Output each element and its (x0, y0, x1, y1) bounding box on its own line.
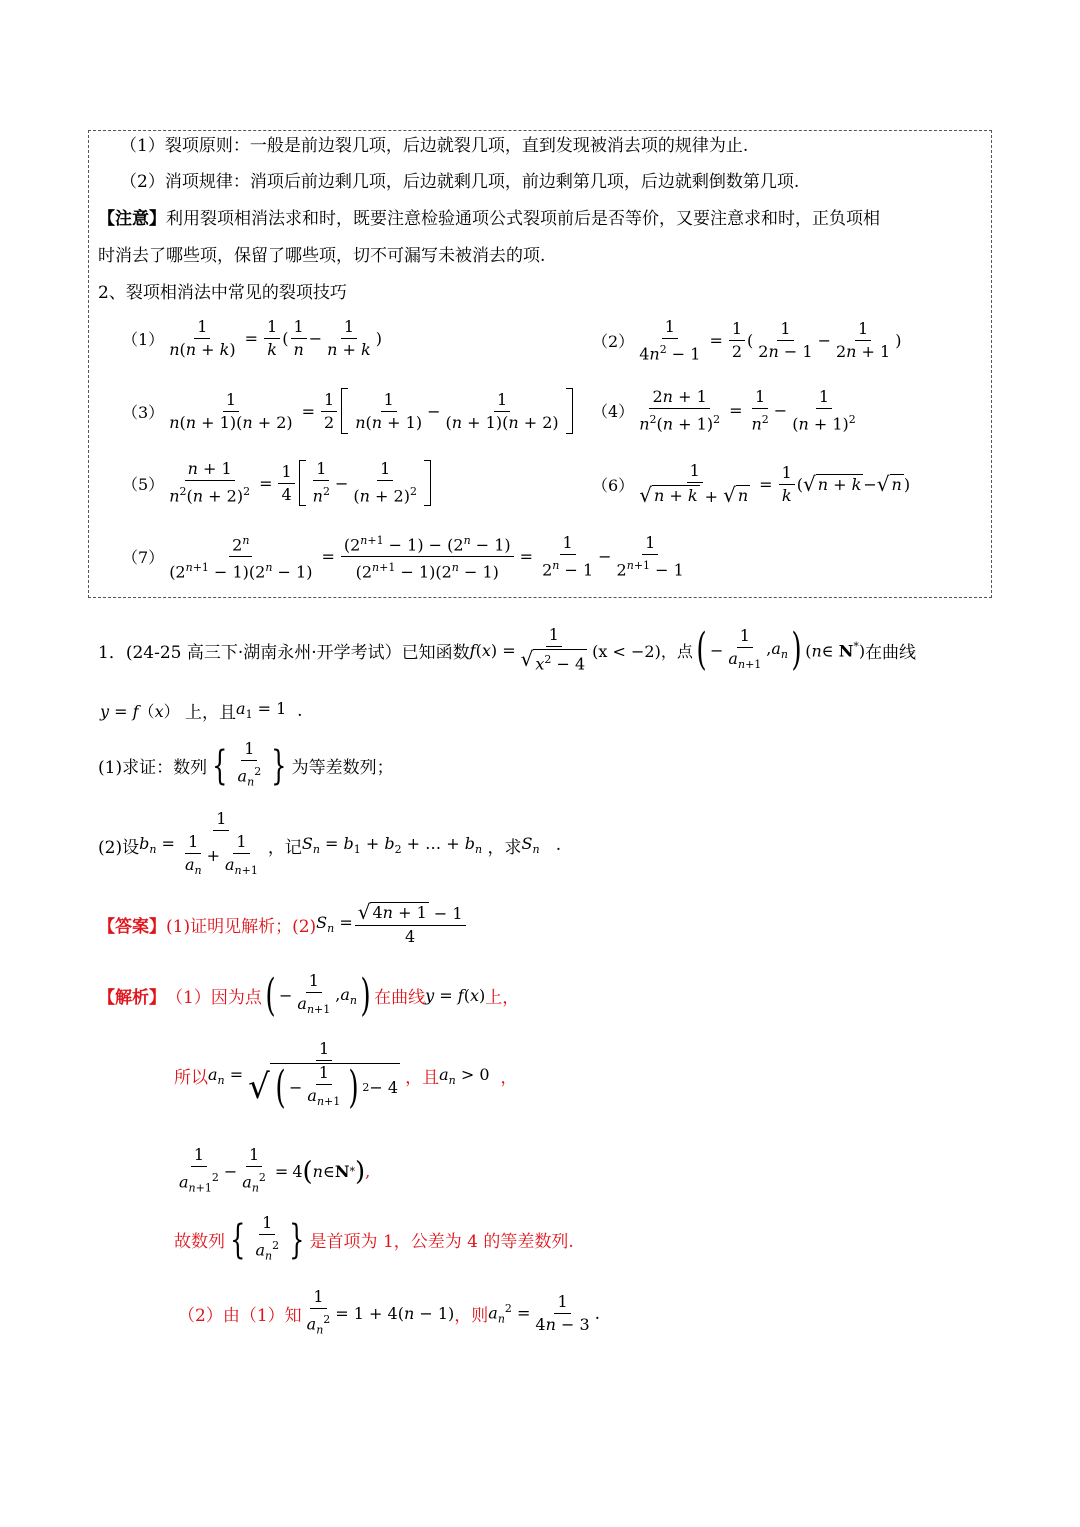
solution-step-1: 【解析】 （1）因为点 ( − $\frac{1}{a_{n+1}}$ $,a_n$ ) 在曲线 y = f(x) 上， (98, 969, 520, 1021)
part1-post: 为等差数列； (291, 758, 394, 779)
solution-tag: 【解析】 (98, 988, 166, 1009)
note-line-2: 时消去了哪些项，保留了哪些项，切不可漏写未被消去的项. (98, 246, 546, 266)
answer-text: (1)证明见解析；(2) (166, 916, 317, 937)
formula-5-label: （5） (122, 474, 165, 494)
solution-s1-end: 上， (485, 988, 520, 1009)
formula-6: （6） 1 √ n + k + √ n = $\frac{1}{k}$ ( √ n + k − √ n ) (592, 461, 911, 507)
solution-so: 所以 $a_n$ = 1 √ ( − $\frac{1}{a_{n+1}}$ ) 2 − 4 ，且 $a_n > 0$ ， (174, 1039, 518, 1113)
part2-pre: (2)设 (98, 837, 140, 858)
problem-intro: 1．(24-25 高三下·湖南永州·开学考试）已知函数 f(x) = 1 √ $x^2 - 4$ (x < −2)，点 ( − $\frac{1}{a_{n+1}}$ $,a_n$ ) (n∈ N*) 在曲线 (98, 624, 917, 676)
formula-1-label: （1） (122, 330, 165, 349)
solution-thus: 故数列 { $\frac{1}{a_n^2}$ } 是首项为 1，公差为 4 的等差数列. (174, 1213, 574, 1263)
answer-line: 【答案】 (1)证明见解析；(2) $S_n$ = √ 4n + 1 − 1 4 (98, 902, 468, 946)
note-line (98, 209, 880, 229)
part2-mid2: ，求 (487, 837, 522, 858)
box-heading: 2、裂项相消法中常见的裂项技巧 (98, 283, 347, 303)
solution-thus-tail: 是首项为 1，公差为 4 的等差数列. (309, 1232, 574, 1253)
formula-2: （2） $\frac{1}{4n^2 - 1}$ = $\frac{1}{2}$ ( $\frac{1}{2n - 1}$ − $\frac{1}{2n + 1}$ ) (592, 317, 902, 364)
solution-s1: （1）因为点 (166, 988, 262, 1009)
formula-3: （3） $\frac{1}{n(n + 1)(n + 2)}$ = $\frac{1}{2}$ $\frac{1}{n(n + 1)}$ − $\frac{1}{(n + 1)(n + 2)}$ (122, 388, 575, 434)
problem-intro-cond: (x < −2)，点 (592, 641, 693, 661)
solution-thus-text: 故数列 (174, 1232, 225, 1253)
formula-6-label: （6） (592, 475, 635, 495)
formula-1: （1） $\frac{1}{n(n + k)}$ = $\frac{1}{k}$ ( $\frac{1}{n}$ − $\frac{1}{n + k}$ ) (122, 317, 382, 359)
formula-4: （4） $\frac{2n + 1}{n^2(n + 1)^2}$ = $\frac{1}{n^2}$ − $\frac{1}{(n + 1)^2}$ (592, 387, 856, 434)
problem-intro-tail: 在曲线 (865, 642, 917, 663)
solution-s2-pre: （2）由（1）知 (178, 1306, 302, 1327)
problem-intro-text: 1．(24-25 高三下·湖南永州·开学考试）已知函数 (98, 642, 470, 663)
note-text: 利用裂项相消法求和时，既要注意检验通项公式裂项前后是否等价，又要注意求和时，正负项相 (166, 209, 880, 229)
formula-7: （7） $\frac{2^n}{(2^{n+1} - 1)(2^n - 1)}$ = $\frac{(2^{n+1} - 1) - (2^n - 1)}{(2^{n+1} - 1)(2^n - 1)}$ = $\frac{1}{2^n - 1}$ − $\frac{1}{2^{n+1} - 1}$ (122, 533, 684, 582)
answer-tag: 【答案】 (98, 916, 166, 937)
box-line-2: （2）消项规律：消项后前边剩几项，后边就剩几项，前边剩第几项，后边就剩倒数第几项. (120, 172, 800, 192)
box-line-1: （1）裂项原则：一般是前边裂几项，后边就裂几项，直到发现被消去项的规律为止. (120, 136, 749, 156)
solution-so-cond: ，且 (405, 1068, 440, 1089)
problem-part-1: (1)求证：数列 { $\frac{1}{a_n^2}$ } 为等差数列； (98, 739, 394, 789)
note-tag: 【注意】 (98, 209, 166, 229)
formula-5: （5） $\frac{n + 1}{n^2(n + 2)^2}$ = $\frac{1}{4}$ $\frac{1}{n^2}$ − $\frac{1}{(n + 2)^2}$ (122, 460, 433, 506)
formula-4-label: （4） (592, 402, 635, 422)
part2-end: . (555, 835, 562, 856)
solution-s1-tail: 在曲线 (374, 988, 426, 1009)
solution-step-2: （2）由（1）知 $\frac{1}{a_n^2}$ = 1 + 4(n − 1) ，则 $a_n^2$ = $\frac{1}{4n - 3}$ . (178, 1287, 601, 1337)
formula-3-label: （3） (122, 402, 165, 422)
problem-part-2: (2)设 $b_n$ = 1 $\frac{1}{a_n}$ + $\frac{1}{a_{n+1}}$ ，记 $S_n = b_1 + b_2$ + … + $b_n$ ，求 $S_n$ . (98, 809, 562, 878)
solution-diff: $\frac{1}{a_{n+1}^2}$ − $\frac{1}{a_n^2}$ = 4 ( n ∈ N * ) , (179, 1145, 371, 1195)
part1-pre: (1)求证：数列 (98, 758, 208, 779)
solution-so-text: 所以 (174, 1068, 208, 1089)
solution-so-end: ， (500, 1068, 518, 1089)
problem-line-2: y = f（x） 上，且 $a_1 = 1$ . (100, 699, 303, 723)
solution-s2-mid: ，则 (454, 1306, 489, 1327)
formula-7-label: （7） (122, 548, 165, 568)
formula-2-label: （2） (592, 332, 635, 352)
problem-line2-pre: 上，且 (185, 703, 237, 723)
formula-box (88, 130, 992, 598)
part2-mid: ，记 (267, 837, 302, 858)
